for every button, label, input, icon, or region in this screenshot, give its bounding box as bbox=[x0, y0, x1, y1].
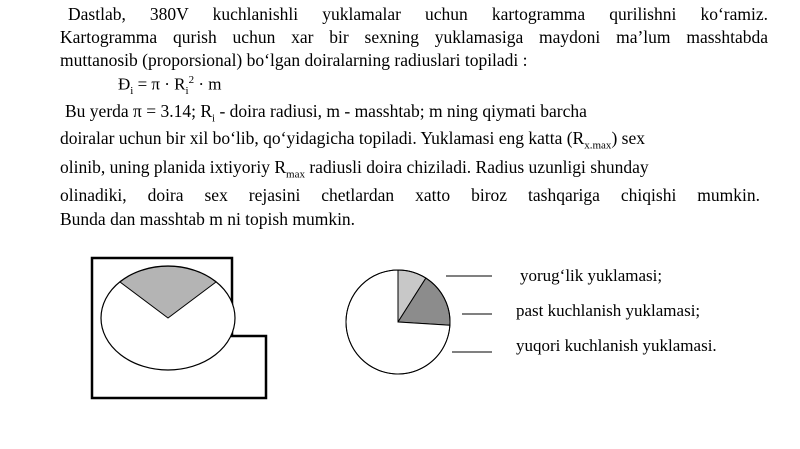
paragraph-line: Bunda dan masshtab m ni topish mumkin. bbox=[60, 209, 356, 229]
formula-r-superscript: 2 bbox=[188, 74, 195, 86]
formula-lhs: Đ bbox=[118, 74, 131, 94]
paragraph-text: olinib, uning planida ixtiyoriy R bbox=[60, 157, 287, 177]
paragraph-line bbox=[60, 157, 649, 181]
subscript: max bbox=[286, 168, 305, 181]
definition-r-subscript: i bbox=[212, 112, 216, 125]
subscript: x.max bbox=[584, 139, 612, 152]
sex-plan-figure bbox=[88, 254, 278, 404]
paragraph-line: muttanosib (proporsional) bo‘lgan doiralarning radiuslari topiladi : bbox=[60, 50, 528, 70]
formula-equation: = π · R bbox=[133, 74, 186, 94]
definition-line bbox=[65, 101, 587, 125]
paragraph-text: doiralar uchun bir xil bo‘lib, qo‘yidagicha topiladi. Yuklamasi eng katta (R bbox=[60, 128, 585, 148]
legend-leader-lines bbox=[440, 270, 500, 360]
paragraph-line: olinadiki, doira sex rejasini chetlardan xatto biroz tashqariga chiqishi mumkin. bbox=[60, 185, 760, 205]
formula bbox=[118, 74, 221, 97]
legend-item: past kuchlanish yuklamasi; bbox=[516, 301, 701, 320]
formula-r-subscript: i bbox=[185, 85, 189, 98]
definition-intro: Bu yerda π = 3.14; R bbox=[65, 101, 213, 121]
load-pie-chart bbox=[342, 266, 454, 378]
paragraph-text: radiusli doira chiziladi. Radius uzunligi shunday bbox=[304, 157, 649, 177]
formula-lhs-subscript: i bbox=[130, 85, 134, 98]
paragraph-line: Kartogramma qurish uchun xar bir sexning yuklamasiga maydoni ma’lum masshtabda bbox=[60, 27, 768, 47]
paragraph-line bbox=[60, 128, 645, 152]
legend-item: yuqori kuchlanish yuklamasi. bbox=[516, 336, 717, 355]
paragraph-line: Dastlab, 380V kuchlanishli yuklamalar uchun kartogramma qurilishni ko‘ramiz. bbox=[68, 4, 768, 24]
definition-rest: - doira radiusi, m - masshtab; m ning qiymati barcha bbox=[215, 101, 587, 121]
legend-item: yorug‘lik yuklamasi; bbox=[520, 266, 663, 285]
paragraph-text: ) sex bbox=[611, 128, 645, 148]
formula-tail: · m bbox=[194, 74, 222, 94]
